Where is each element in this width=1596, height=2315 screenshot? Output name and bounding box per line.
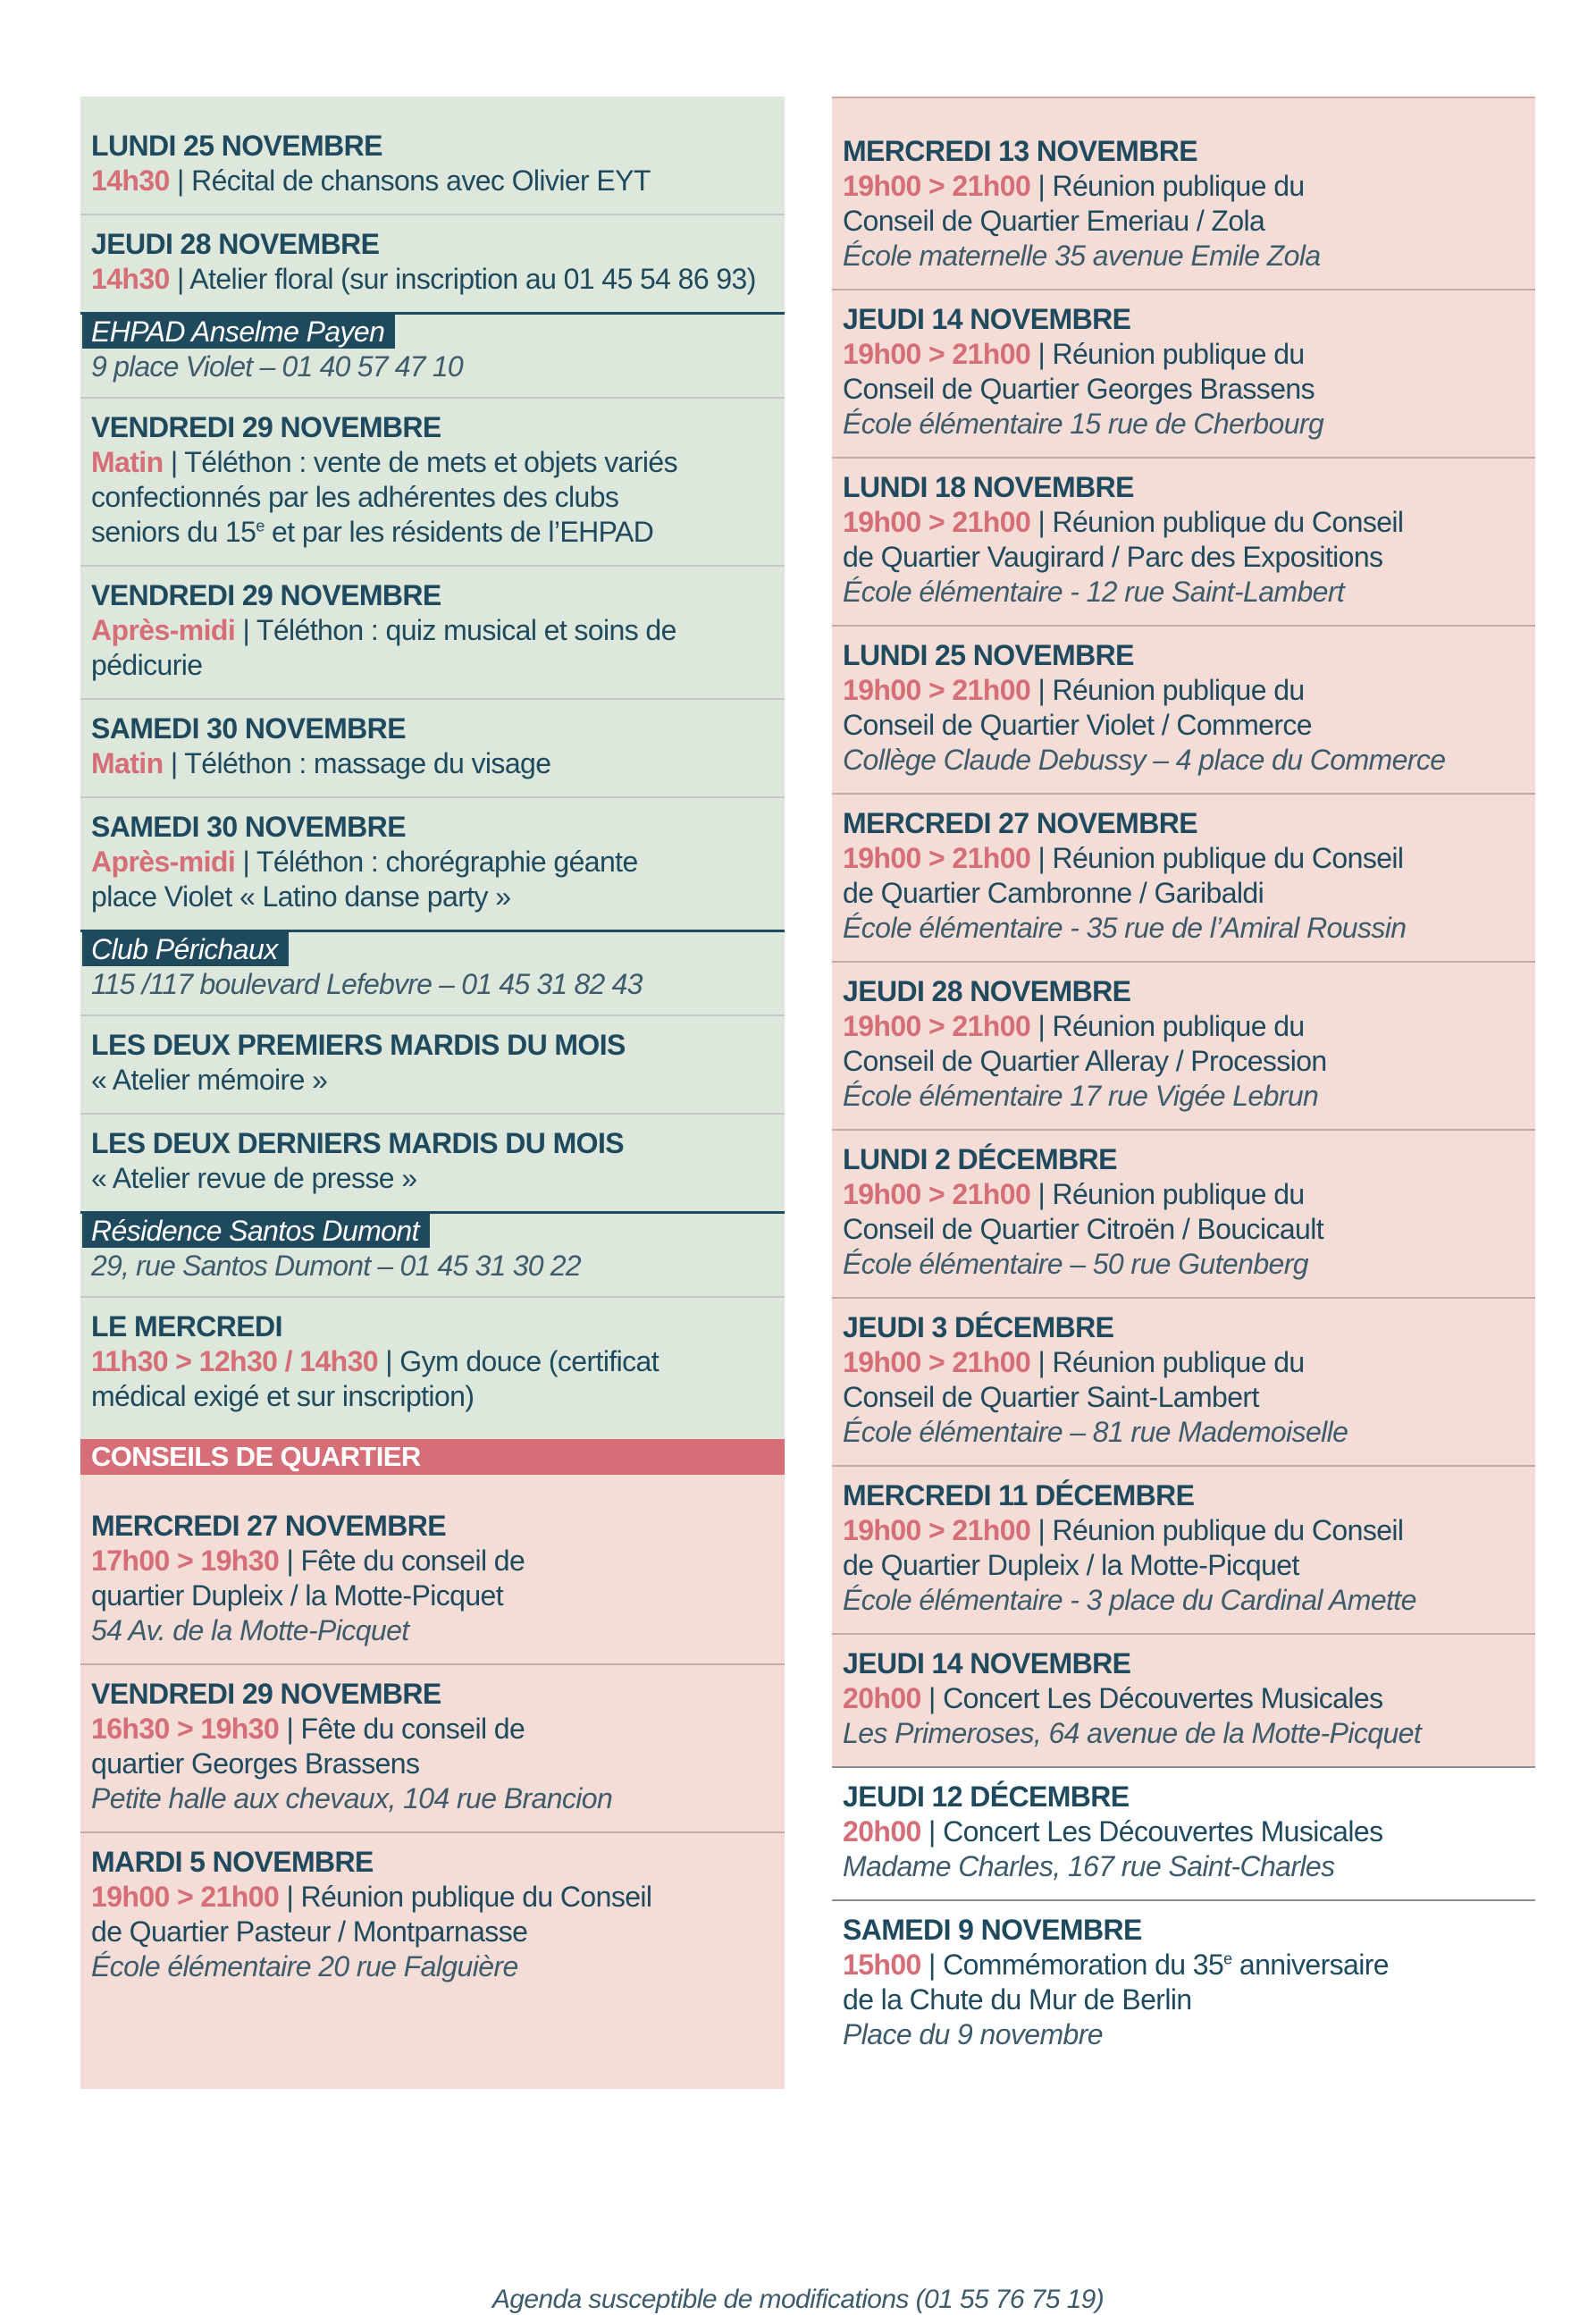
event-description: Réunion publique du Conseil	[1052, 1514, 1404, 1546]
event-description: de la Chute du Mur de Berlin	[843, 1983, 1192, 2016]
left-column	[80, 97, 785, 2089]
venue-name: EHPAD Anselme Payen	[82, 315, 395, 349]
event-description: de Quartier Dupleix / la Motte-Picquet	[843, 1549, 1299, 1581]
event-description: de Quartier Cambronne / Garibaldi	[843, 877, 1264, 909]
separator: |	[286, 1881, 294, 1913]
conseils-panel	[80, 1475, 785, 2089]
event-description: « Atelier mémoire »	[91, 1064, 328, 1096]
event-description: Réunion publique du Conseil	[1052, 842, 1404, 874]
event-place: École élémentaire - 35 rue de l’Amiral Roussin	[843, 912, 1407, 944]
event-time: Matin	[91, 747, 164, 779]
separator: |	[242, 614, 250, 646]
event-date: JEUDI 14 NOVEMBRE	[843, 303, 1131, 335]
event-description: Récital de chansons avec Olivier EYT	[191, 164, 651, 197]
footer-note: Agenda susceptible de modifications (01 55 76 75 19)	[491, 2285, 1105, 2314]
event-time: Matin	[91, 446, 164, 478]
event-date: JEUDI 3 DÉCEMBRE	[843, 1311, 1114, 1343]
separator: |	[286, 1713, 294, 1745]
event-description: Gym douce (certificat	[399, 1345, 659, 1377]
separator: |	[177, 164, 184, 197]
event-time: 19h00 > 21h00	[843, 674, 1031, 706]
event-description: Fête du conseil de	[300, 1713, 525, 1745]
event-date: JEUDI 14 NOVEMBRE	[843, 1647, 1131, 1679]
event-description: Téléthon : chorégraphie géante	[256, 846, 638, 878]
event-item	[80, 567, 785, 700]
event-description: Réunion publique du	[1052, 1010, 1305, 1042]
seniors-panel	[80, 97, 785, 1439]
event-item	[80, 700, 785, 798]
event-description: Concert Les Découvertes Musicales	[943, 1682, 1383, 1714]
venue-address: 115 /117 boulevard Lefebvre – 01 45 31 82 43	[91, 968, 643, 1000]
event-item	[832, 1901, 1535, 2067]
event-time: Après-midi	[91, 846, 236, 878]
event-time: 19h00 > 21h00	[843, 1514, 1031, 1546]
event-time: 19h00 > 21h00	[843, 506, 1031, 538]
event-description: Conseil de Quartier Violet / Commerce	[843, 709, 1312, 741]
event-time: Après-midi	[91, 614, 236, 646]
event-date: SAMEDI 30 NOVEMBRE	[91, 811, 406, 843]
event-item	[832, 963, 1535, 1131]
event-item	[80, 1665, 785, 1833]
event-time: 19h00 > 21h00	[91, 1881, 280, 1913]
event-description: Réunion publique du Conseil	[300, 1881, 652, 1913]
venue-name: Club Périchaux	[82, 932, 289, 966]
event-description: Conseil de Quartier Alleray / Procession	[843, 1045, 1327, 1077]
separator: |	[170, 446, 178, 478]
event-description: Atelier floral (sur inscription au 01 45 54 86 93)	[189, 263, 756, 295]
separator: |	[1037, 170, 1046, 202]
event-description: de Quartier Pasteur / Montparnasse	[91, 1915, 528, 1948]
event-item	[80, 1298, 785, 1439]
event-place: Place du 9 novembre	[843, 2018, 1104, 2050]
event-time: 19h00 > 21h00	[843, 170, 1031, 202]
separator: |	[170, 747, 178, 779]
event-place: 54 Av. de la Motte-Picquet	[91, 1614, 409, 1646]
event-description: Réunion publique du	[1052, 1346, 1305, 1378]
event-description: quartier Dupleix / la Motte-Picquet	[91, 1579, 504, 1612]
other-events	[832, 1768, 1535, 2067]
event-description: Réunion publique du	[1052, 674, 1305, 706]
event-place: École maternelle 35 avenue Emile Zola	[843, 240, 1321, 272]
event-description: seniors du 15e et par les résidents de l’EHPAD	[91, 516, 654, 548]
event-time: 14h30	[91, 263, 170, 295]
event-item	[80, 129, 785, 215]
event-time: 19h00 > 21h00	[843, 842, 1031, 874]
event-time: 11h30 > 12h30 / 14h30	[91, 1345, 378, 1377]
event-place: École élémentaire - 12 rue Saint-Lambert	[843, 576, 1345, 608]
event-description: médical exigé et sur inscription)	[91, 1380, 475, 1412]
event-place: École élémentaire 15 rue de Cherbourg	[843, 408, 1324, 440]
event-date: LUNDI 25 NOVEMBRE	[843, 639, 1134, 671]
separator: |	[1037, 1010, 1046, 1042]
separator: |	[928, 1815, 936, 1848]
event-description: Commémoration du 35e anniversaire	[943, 1949, 1389, 1981]
event-item	[80, 1833, 785, 1999]
event-description: confectionnés par les adhérentes des clubs	[91, 481, 619, 513]
event-item	[832, 627, 1535, 795]
event-date: MERCREDI 27 NOVEMBRE	[843, 807, 1197, 839]
event-description: Réunion publique du Conseil	[1052, 506, 1404, 538]
event-description: Conseil de Quartier Emeriau / Zola	[843, 205, 1265, 237]
event-description: Téléthon : vente de mets et objets variés	[184, 446, 678, 478]
event-time: 20h00	[843, 1682, 921, 1714]
event-description: Réunion publique du	[1052, 170, 1305, 202]
event-date: LE MERCREDI	[91, 1310, 282, 1343]
venue-address: 29, rue Santos Dumont – 01 45 31 30 22	[91, 1250, 581, 1282]
event-time: 15h00	[843, 1949, 921, 1981]
section-title: CONSEILS DE QUARTIER	[80, 1439, 785, 1475]
event-item	[80, 215, 785, 312]
event-time: 14h30	[91, 164, 170, 197]
event-date: SAMEDI 9 NOVEMBRE	[843, 1914, 1142, 1946]
event-place: Petite halle aux chevaux, 104 rue Brancion	[91, 1782, 613, 1814]
event-item	[832, 134, 1535, 290]
event-description: de Quartier Vaugirard / Parc des Expositions	[843, 541, 1383, 573]
separator: |	[928, 1949, 936, 1981]
separator: |	[1037, 1514, 1046, 1546]
venue-address: 9 place Violet – 01 40 57 47 10	[91, 350, 463, 383]
event-description: « Atelier revue de presse »	[91, 1162, 417, 1194]
event-item	[80, 1016, 785, 1115]
separator: |	[1037, 338, 1046, 370]
event-time: 16h30 > 19h30	[91, 1713, 280, 1745]
event-description: Réunion publique du	[1052, 1178, 1305, 1210]
event-date: MERCREDI 11 DÉCEMBRE	[843, 1479, 1195, 1511]
separator: |	[286, 1545, 294, 1577]
event-time: 17h00 > 19h30	[91, 1545, 280, 1577]
event-place: École élémentaire 17 rue Vigée Lebrun	[843, 1080, 1319, 1112]
event-time: 19h00 > 21h00	[843, 1178, 1031, 1210]
event-date: LUNDI 25 NOVEMBRE	[91, 130, 382, 162]
event-description: Téléthon : massage du visage	[184, 747, 551, 779]
event-item	[832, 1131, 1535, 1299]
event-place: École élémentaire 20 rue Falguière	[91, 1950, 518, 1982]
event-time: 20h00	[843, 1815, 921, 1848]
event-date: JEUDI 12 DÉCEMBRE	[843, 1780, 1130, 1813]
separator: |	[1037, 506, 1046, 538]
event-date: VENDREDI 29 NOVEMBRE	[91, 1678, 441, 1710]
venue-header	[80, 1211, 785, 1298]
event-place: École élémentaire – 81 rue Mademoiselle	[843, 1416, 1348, 1448]
event-item	[80, 798, 785, 930]
event-item	[832, 1299, 1535, 1467]
event-description: Réunion publique du	[1052, 338, 1305, 370]
event-item	[832, 459, 1535, 627]
event-description: Conseil de Quartier Citroën / Boucicault	[843, 1213, 1324, 1245]
right-column	[832, 97, 1535, 2067]
event-item	[832, 795, 1535, 963]
event-date: MARDI 5 NOVEMBRE	[91, 1846, 374, 1878]
venue-header	[80, 312, 785, 399]
event-date: LUNDI 2 DÉCEMBRE	[843, 1143, 1117, 1175]
event-date: MERCREDI 27 NOVEMBRE	[91, 1510, 446, 1542]
separator: |	[928, 1682, 936, 1714]
event-description: place Violet « Latino danse party »	[91, 880, 511, 913]
event-description: quartier Georges Brassens	[91, 1747, 420, 1780]
event-item	[80, 1115, 785, 1211]
event-date: LUNDI 18 NOVEMBRE	[843, 471, 1134, 503]
event-date: JEUDI 28 NOVEMBRE	[843, 975, 1131, 1007]
event-date: VENDREDI 29 NOVEMBRE	[91, 411, 441, 443]
event-place: Collège Claude Debussy – 4 place du Commerce	[843, 744, 1446, 776]
event-description: Fête du conseil de	[300, 1545, 525, 1577]
conseils-panel-right	[832, 97, 1535, 1768]
event-item	[80, 1509, 785, 1665]
event-item	[832, 1768, 1535, 1901]
event-date: LES DEUX PREMIERS MARDIS DU MOIS	[91, 1029, 626, 1061]
event-place: Madame Charles, 167 rue Saint-Charles	[843, 1850, 1335, 1882]
venue-header	[80, 930, 785, 1016]
event-time: 19h00 > 21h00	[843, 1346, 1031, 1378]
separator: |	[1037, 1346, 1046, 1378]
separator: |	[1037, 674, 1046, 706]
event-time: 19h00 > 21h00	[843, 338, 1031, 370]
event-date: SAMEDI 30 NOVEMBRE	[91, 712, 406, 745]
event-date: MERCREDI 13 NOVEMBRE	[843, 135, 1197, 167]
venue-name: Résidence Santos Dumont	[82, 1214, 430, 1248]
event-place: École élémentaire – 50 rue Gutenberg	[843, 1248, 1308, 1280]
event-item	[832, 1467, 1535, 1635]
separator: |	[1037, 842, 1046, 874]
event-description: Conseil de Quartier Georges Brassens	[843, 373, 1315, 405]
event-date: JEUDI 28 NOVEMBRE	[91, 228, 380, 260]
event-item	[832, 1635, 1535, 1768]
separator: |	[385, 1345, 392, 1377]
event-description: Conseil de Quartier Saint-Lambert	[843, 1381, 1259, 1413]
event-place: Les Primeroses, 64 avenue de la Motte-Picquet	[843, 1717, 1422, 1749]
event-time: 19h00 > 21h00	[843, 1010, 1031, 1042]
event-item	[80, 399, 785, 567]
separator: |	[1037, 1178, 1046, 1210]
separator: |	[242, 846, 250, 878]
event-date: VENDREDI 29 NOVEMBRE	[91, 579, 441, 611]
event-description: Téléthon : quiz musical et soins de pédicurie	[91, 614, 676, 681]
event-item	[832, 290, 1535, 459]
separator: |	[177, 263, 184, 295]
event-description: Concert Les Découvertes Musicales	[943, 1815, 1383, 1848]
event-date: LES DEUX DERNIERS MARDIS DU MOIS	[91, 1127, 624, 1159]
event-place: École élémentaire - 3 place du Cardinal Amette	[843, 1584, 1416, 1616]
